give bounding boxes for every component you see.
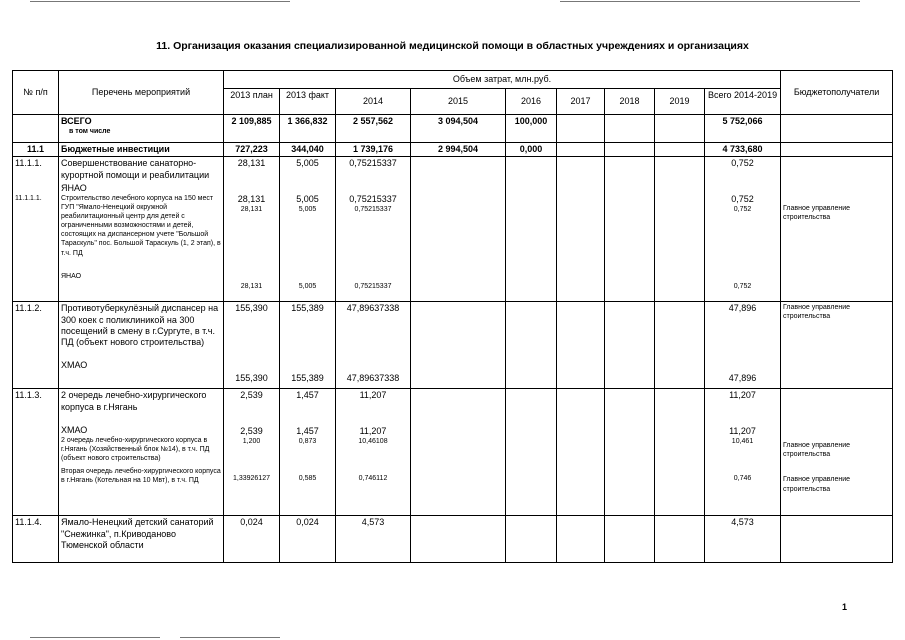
row-name: 2 очередь лечебно-хирургического корпуса в г.Нягань (Хозяйственный блок №14), в т.ч. ПД (объект нового строительства) (61, 437, 210, 463)
cell: 2 557,562 (336, 115, 411, 143)
cell: 155,389 (291, 372, 324, 383)
cell: 344,040 (280, 143, 336, 157)
cell: 155,390 (235, 372, 268, 383)
cell: 5,005 (296, 158, 319, 169)
cell: 28,131 (237, 158, 266, 169)
cell: 1,457 (296, 390, 319, 401)
cell: 0,752 (731, 158, 754, 169)
table-row (13, 302, 893, 389)
row-num: 11.1.3. (13, 389, 59, 516)
cell: 2 994,504 (411, 143, 506, 157)
cell: 5,005 (296, 193, 319, 204)
cell: 0,746 (733, 474, 752, 482)
cell: 0,75215337 (354, 282, 392, 290)
table-row (13, 516, 893, 563)
row-name: Противотуберкулёзный диспансер на 300 коек с поликлиникой на 300 посещений в смену в г.Сургуте, в т.ч. ПД (объект нового строительства) (61, 303, 219, 347)
header-2017: 2017 (557, 89, 605, 115)
header-2018: 2018 (605, 89, 655, 115)
cell: 3 094,504 (411, 115, 506, 143)
costs-table (12, 70, 893, 563)
cell: 2,539 (240, 425, 263, 436)
cell: 1,200 (242, 437, 261, 445)
row-name: 2 очередь лечебно-хирургического корпуса в г.Нягань (61, 390, 207, 412)
region-name: ЯНАО (61, 272, 82, 280)
scan-edge-top-left (30, 1, 290, 2)
cell: 28,131 (237, 193, 266, 204)
row-num: 11.1.1. (15, 158, 42, 169)
header-2019: 2019 (655, 89, 705, 115)
region-name: ХМАО (61, 360, 88, 371)
cell: 155,389 (291, 303, 324, 314)
cell: 28,131 (240, 282, 263, 290)
cell: 0,024 (280, 516, 336, 563)
header-2013-plan: 2013 план (224, 89, 280, 115)
header-2013-fact: 2013 факт (280, 89, 336, 115)
cell: 0,024 (224, 516, 280, 563)
cell: 11.1 (13, 143, 59, 157)
cell: 28,131 (240, 205, 263, 213)
header-costs: Объем затрат, млн.руб. (224, 71, 781, 89)
cell: 47,896 (728, 303, 757, 314)
cell: 11,207 (359, 390, 387, 401)
cell: 4,573 (336, 516, 411, 563)
table-row (13, 389, 893, 516)
total-sub: в том числе (69, 128, 111, 136)
cell: 0,752 (733, 282, 752, 290)
header-list: Перечень мероприятий (59, 71, 224, 115)
cell: 5 752,066 (705, 115, 781, 143)
cell: 727,223 (224, 143, 280, 157)
cell: 1 739,176 (336, 143, 411, 157)
cell: 47,89637338 (346, 372, 400, 383)
recipient: Главное управление строительства (783, 205, 851, 222)
cell: 100,000 (506, 115, 557, 143)
cell: 1 366,832 (280, 115, 336, 143)
header-total: Всего 2014-2019 (705, 89, 781, 115)
scan-edge-bottom-mid (180, 637, 280, 638)
row-name: Вторая очередь лечебно-хирургического корпуса в г.Нягань (Котельная на 10 Мвт), в т.ч. ПД (61, 468, 221, 485)
region-name: ХМАО (61, 424, 88, 435)
row-name: Совершенствование санаторно-курортной помощи и реабилитации (61, 158, 210, 180)
cell: 0,585 (298, 474, 317, 482)
cell: 0,746112 (358, 474, 388, 482)
cell: Бюджетные инвестиции (59, 143, 224, 157)
row-num: 11.1.2. (13, 302, 59, 389)
recipient: Главное управление строительства (783, 476, 851, 493)
table-row (13, 115, 893, 143)
cell: 2 109,885 (224, 115, 280, 143)
row-num: 11.1.1.1. (15, 194, 42, 202)
cell: 11,207 (359, 425, 387, 436)
header-2016: 2016 (506, 89, 557, 115)
table-row (13, 143, 893, 157)
total-label: ВСЕГО (61, 116, 92, 126)
row-name: Ямало-Ненецкий детский санаторий "Снежинка", п.Криводаново Тюменской области (59, 516, 224, 563)
cell: 0,752 (733, 205, 752, 213)
header-2015: 2015 (411, 89, 506, 115)
header-2014: 2014 (336, 89, 411, 115)
header-recipient: Бюджетополучатели (781, 71, 893, 115)
cell: 2,539 (240, 390, 263, 401)
cell: 0,752 (731, 193, 754, 204)
recipient: Главное управление строительства (783, 442, 851, 459)
cell: 4,573 (705, 516, 781, 563)
cell: 0,000 (506, 143, 557, 157)
cell: 0,75215337 (349, 193, 397, 204)
cell: 4 733,680 (705, 143, 781, 157)
table-row (13, 157, 893, 302)
header-num: № п/п (13, 71, 59, 115)
row-num: 11.1.4. (13, 516, 59, 563)
cell: 1,33926127 (233, 474, 270, 482)
scan-edge-top-right (560, 1, 860, 2)
cell: 11,207 (729, 425, 756, 436)
cell: 0,75215337 (349, 158, 397, 169)
cell: 10,461 (731, 437, 754, 445)
cell: 11,207 (729, 390, 756, 401)
cell: 1,457 (296, 425, 319, 436)
cell: 47,89637338 (346, 303, 400, 314)
cell: 0,75215337 (354, 205, 392, 213)
region-name: ЯНАО (61, 182, 87, 193)
row-name: Строительство лечебного корпуса на 150 мест ГУП "Ямало-Ненецкий окружной реабилитационный центр для детей с ограниченными возможностями и детей, состоящих на диспансерном учете "Большой Тараскуль" пос. Большой Тараскуль (1, 2 этап), в т.ч. ПД (61, 195, 221, 257)
recipient: Главное управление строительства (781, 302, 893, 389)
cell: 5,005 (298, 282, 317, 290)
cell: 47,896 (728, 372, 757, 383)
cell: 10,46108 (358, 437, 388, 445)
cell: 0,873 (298, 437, 317, 445)
cell: 155,390 (235, 303, 268, 314)
page-title: 11. Организация оказания специализированной медицинской помощи в областных учреждениях и организациях (156, 40, 749, 52)
scan-edge-bottom-left (30, 637, 160, 638)
page-number: 1 (841, 602, 847, 612)
cell: 5,005 (298, 205, 317, 213)
